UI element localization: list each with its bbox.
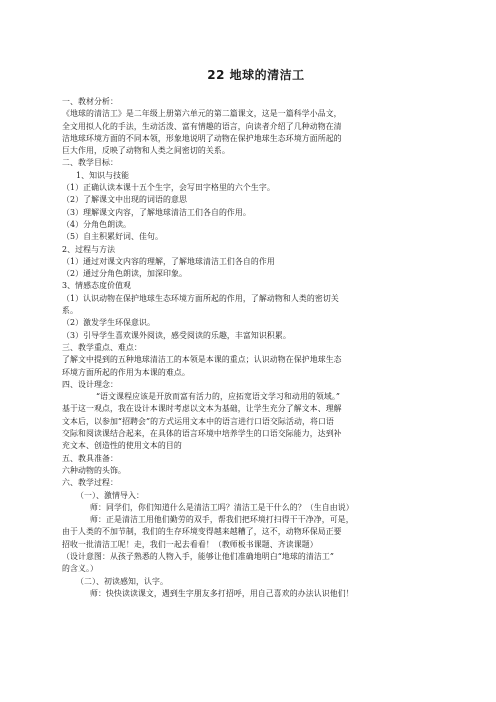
text-line: 四、设计理念： bbox=[62, 379, 118, 389]
text-line: 由于人类的不加节制，我们的生存环境变得越来越糟了，这不，动物环保局正要 bbox=[62, 527, 342, 537]
text-line: （4）分角色朗读。 bbox=[62, 219, 132, 229]
text-line: （2）激发学生环保意识。 bbox=[62, 318, 156, 328]
text-line: 了解文中提到的五种地球清洁工的本领是本课的重点；认识动物在保护地球生态 bbox=[62, 355, 342, 365]
text-line: （3）引导学生喜欢课外阅读，感受阅读的乐趣，丰富知识积累。 bbox=[62, 330, 291, 340]
text-line: （二）、初读感知，认字。 bbox=[76, 576, 168, 586]
document-body bbox=[62, 96, 450, 600]
text-line: （2）了解课文中出现的词语的意思 bbox=[62, 195, 187, 205]
text-line: （1）正确认读本课十五个生字，会写田字格里的六个生字。 bbox=[62, 183, 275, 193]
text-line: 文本后，以参加“招聘会”的方式运用文本中的语言进行口语交际活动，将口语 bbox=[62, 416, 334, 426]
text-line: （一）、激情导入： bbox=[76, 490, 144, 500]
text-line: 六种动物的头饰。 bbox=[62, 465, 126, 475]
text-line: （3）理解课文内容，了解地球清洁工们各自的作用。 bbox=[62, 207, 251, 217]
text-line: 六、教学过程： bbox=[62, 478, 118, 488]
text-line: 一、教材分析： bbox=[62, 97, 118, 106]
text-line: 3、情感态度价值观 bbox=[62, 281, 132, 291]
text-line: 师：快快读读课文，遇到生字朋友多打招呼，用自己喜欢的办法认识他们！ bbox=[90, 588, 354, 598]
text-line: 师：正是清洁工用他们勤劳的双手，帮我们把环境打扫得干干净净，可是， bbox=[90, 515, 354, 525]
text-line: （5）自主积累好词、佳句。 bbox=[62, 232, 164, 242]
text-line: 交际和阅读课结合起来，在具体的语言环境中培养学生的口语交际能力，达到补 bbox=[62, 429, 342, 439]
text-line: “语文课程应该是开放而富有活力的，应拓宽语文学习和动用的领域。” bbox=[96, 392, 341, 402]
text-line: 环境方面所起的作用为本课的难点。 bbox=[62, 367, 190, 377]
text-line: 五、教具准备： bbox=[62, 453, 118, 463]
text-line: 2、过程与方法 bbox=[62, 244, 116, 254]
text-line: 基于这一观点，我在设计本课时考虑以文本为基础，让学生充分了解文本、理解 bbox=[62, 404, 342, 414]
text-line: （2）通过分角色朗读，加深印象。 bbox=[62, 269, 187, 279]
text-line: 巨大作用，反映了动物和人类之间密切的关系。 bbox=[62, 146, 230, 156]
text-line: 《地球的清洁工》是二年级上册第六单元的第二篇课文，这是一篇科学小品文， bbox=[62, 109, 342, 119]
text-line: 二、教学目标： bbox=[62, 158, 118, 168]
text-line: 招收一批清洁工呢！走，我们一起去看看！（教师板书课题、齐读课题） bbox=[62, 539, 318, 549]
text-line: 充文本、创造性的使用文本的目的 bbox=[62, 441, 182, 451]
text-line: 师：同学们，你们知道什么是清洁工吗？清洁工是干什么的？（生自由说） bbox=[90, 502, 354, 512]
text-line: 1、知识与技能 bbox=[76, 170, 130, 180]
document-title: 22 地球的清洁工 bbox=[207, 68, 305, 82]
text-line: 系。 bbox=[62, 306, 78, 316]
text-line: 全文用拟人化的手法，生动活泼、富有情趣的语言，向读者介绍了几种动物在清 bbox=[62, 121, 342, 131]
text-line: 三、教学重点、难点： bbox=[62, 342, 142, 352]
text-line: （设计意图：从孩子熟悉的人物入手，能够让他们准确地明白“地球的清洁工” bbox=[62, 551, 334, 561]
text-line: 洁地球环境方面的不同本领，形象地说明了动物在保护地球生态环境方面所起的 bbox=[62, 133, 342, 143]
text-line: （1）通过对课文内容的理解，了解地球清洁工们各自的作用 bbox=[62, 256, 275, 266]
text-line: 的含义。） bbox=[62, 564, 99, 574]
text-line: （1）认识动物在保护地球生态环境方面所起的作用，了解动物和人类的密切关 bbox=[62, 293, 339, 303]
